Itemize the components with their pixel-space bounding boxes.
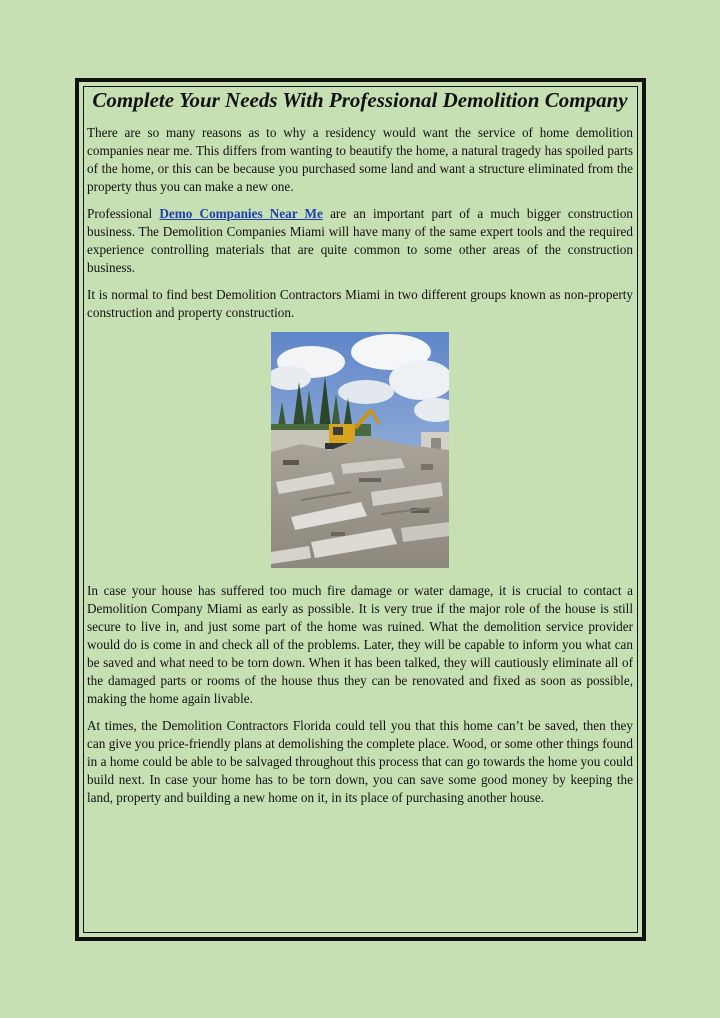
article-content — [87, 86, 633, 816]
paragraph-2-lead: Professional — [87, 206, 160, 221]
demo-companies-link[interactable]: Demo Companies Near Me — [159, 206, 323, 221]
photo-container — [87, 332, 633, 568]
demolition-site-photo — [271, 332, 449, 568]
paragraph-2 — [87, 205, 633, 277]
paragraph-5: At times, the Demolition Contractors Florida could tell you that this home can’t be saved, then they can give you price-friendly plans at demolishing the complete place. Wood, or some other things found in a home could be able to be salvaged throughout this process that can go towards the home you could build next. In case your home has to be torn down, you can save some good money by keeping the land, property and building a new home on it, in its place of purchasing another house. — [87, 718, 633, 805]
paragraph-4: In case your house has suffered too much fire damage or water damage, it is crucial to contact a Demolition Company Miami as early as possible. It is very true if the major role of the house is still secure to live in, and just some part of the home was ruined. What the demolition service provider would do is come in and check all of the problems. Later, they will be capable to inform you what can be saved and what need to be torn down. When it has been talked, they will cautiously eliminate all of the damaged parts or rooms of the house thus they can be renovated and fixed as soon as possible, making the home again livable. — [87, 583, 633, 706]
paragraph-2-rest: are an important part of a much bigger construction business. The Demolition Companies Miami will have many of the same expert tools and the required experience controlling materials that are quite common to some other areas of the construction business. — [87, 206, 634, 275]
paragraph-1: There are so many reasons as to why a residency would want the service of home demolition companies near me. This differs from wanting to beautify the home, a natural tragedy has spoiled parts of the home, or this can be because you purchased some land and want a structure eliminated from the property thus you can make a new one. — [87, 125, 633, 194]
article-title: Complete Your Needs With Professional Demolition Company — [92, 88, 628, 112]
paragraph-3: It is normal to find best Demolition Contractors Miami in two different groups known as non-property construction and property construction. — [87, 287, 633, 320]
